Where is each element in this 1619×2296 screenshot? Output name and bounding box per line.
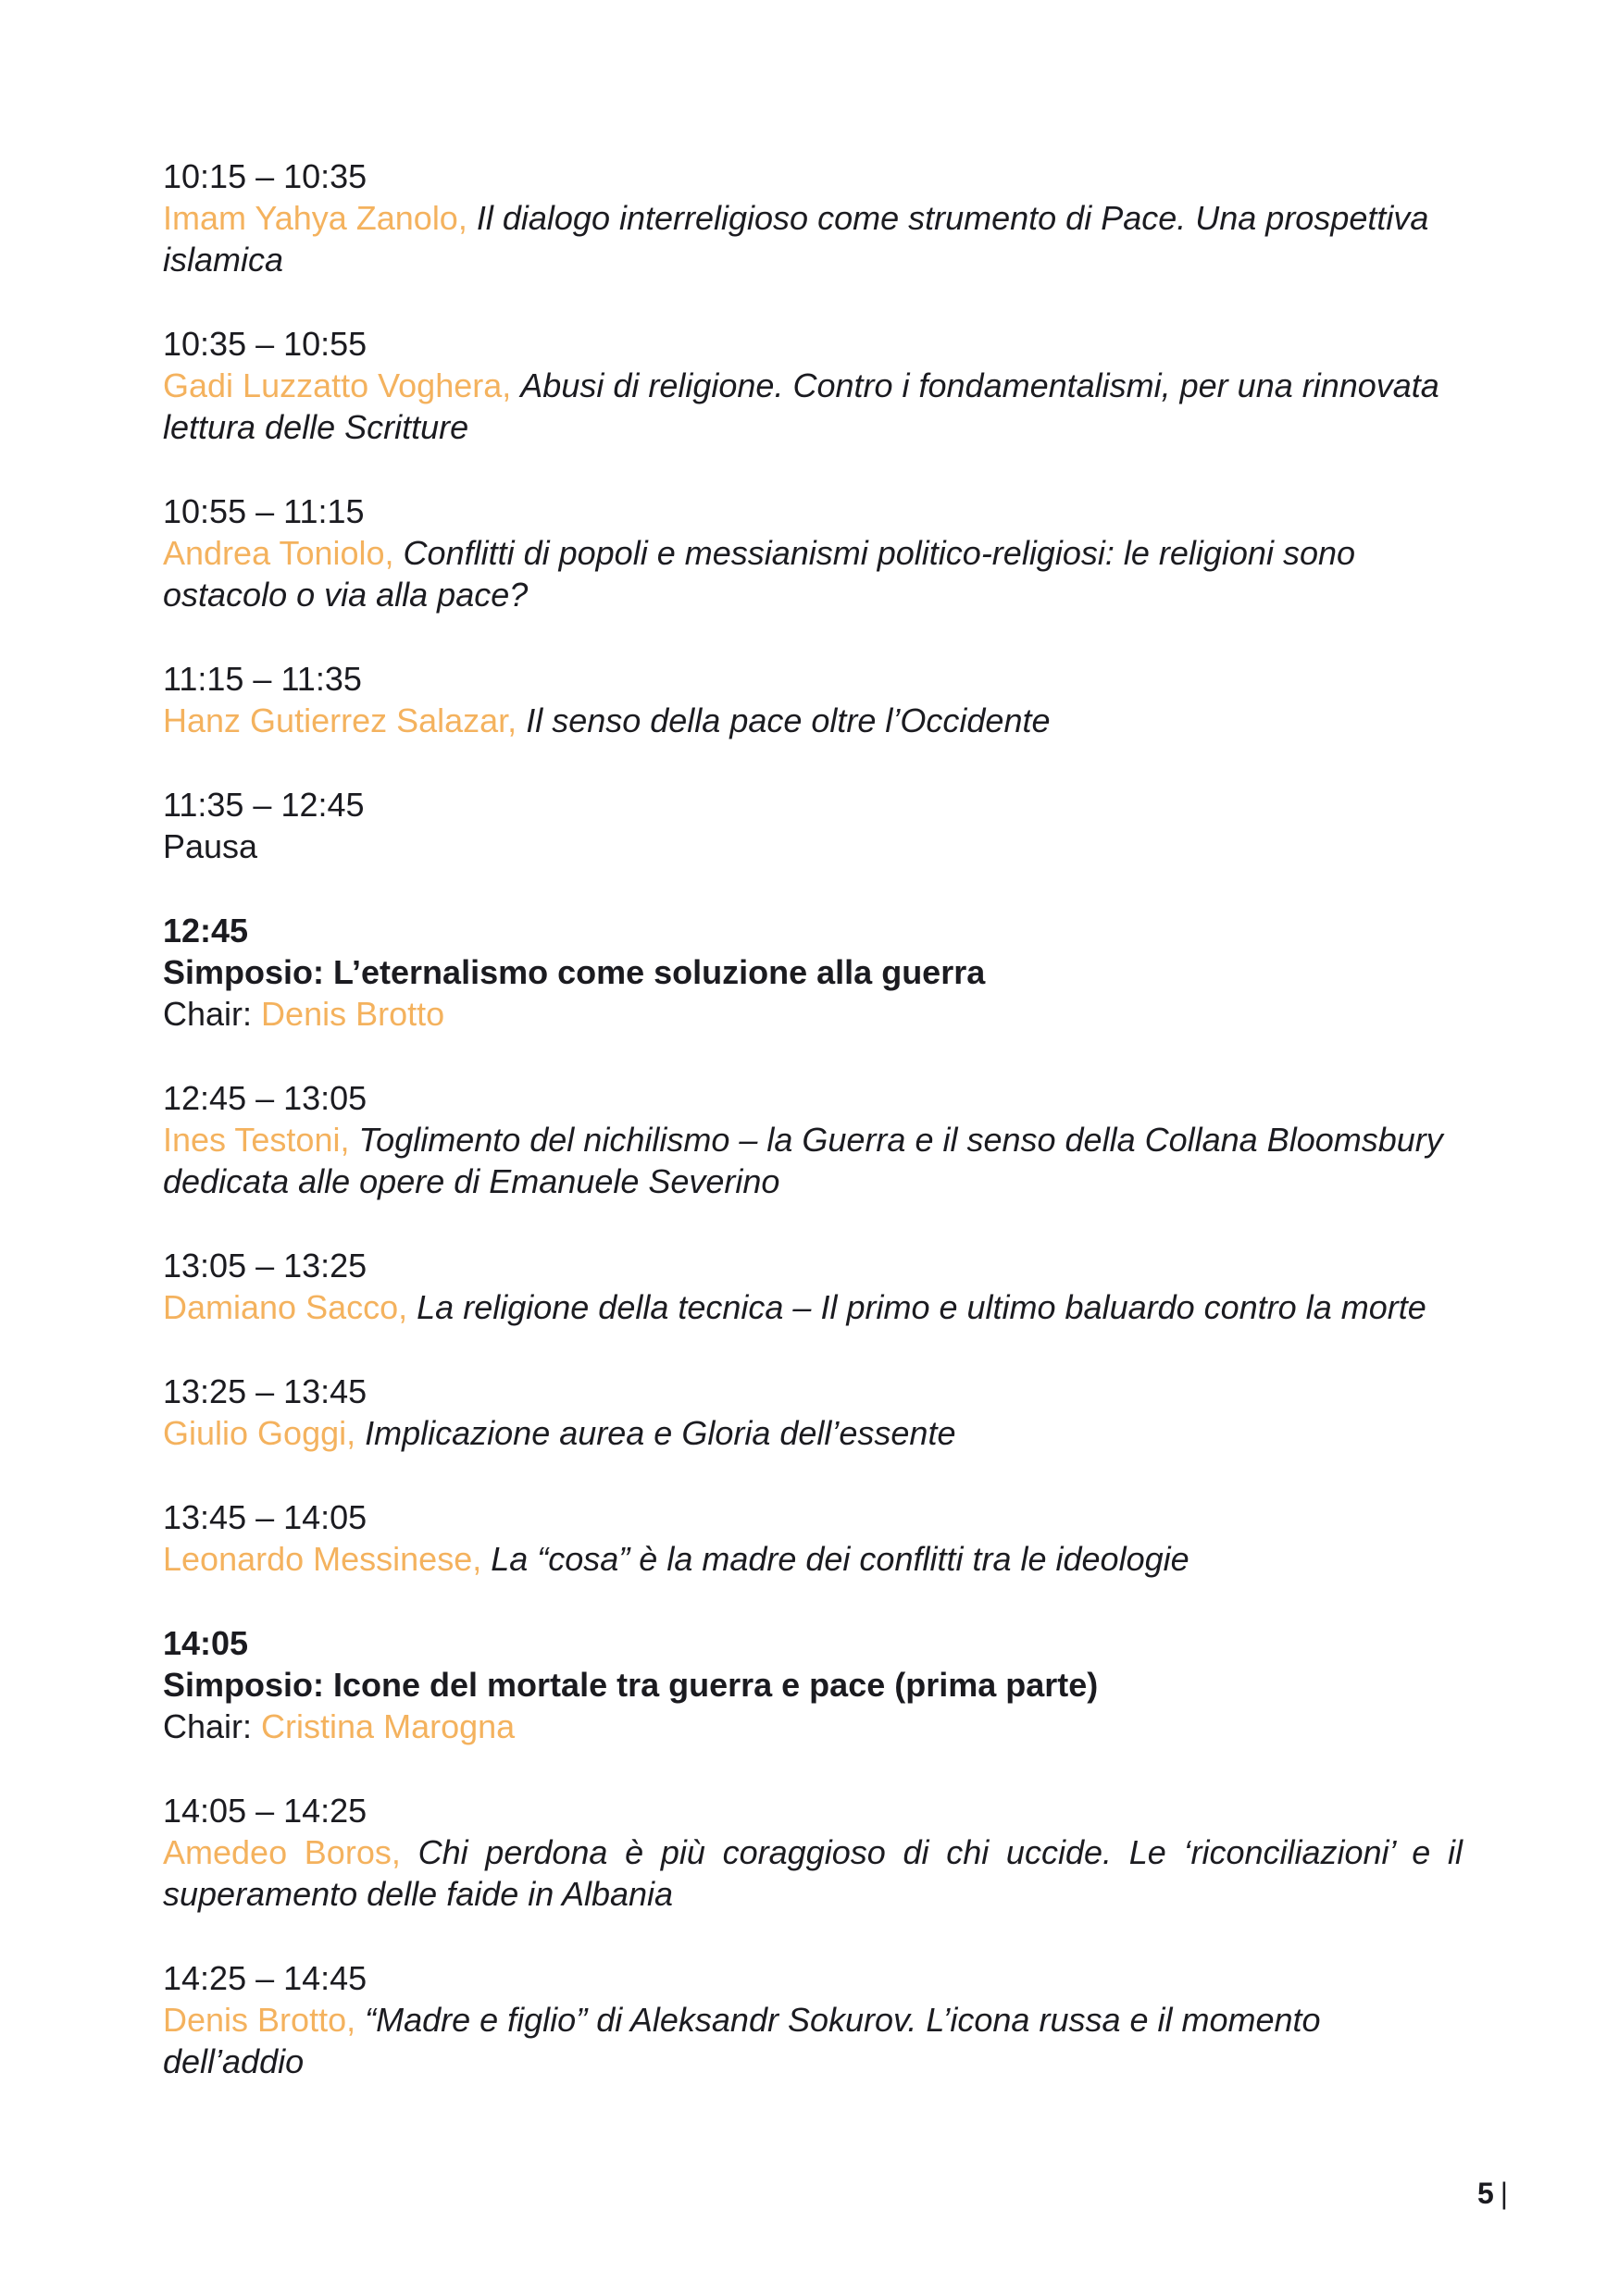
talk-time: 13:45 – 14:05 (163, 1498, 367, 1536)
session-time: 12:45 (163, 912, 249, 949)
program-item (163, 1957, 1463, 2082)
break-time: 11:35 – 12:45 (163, 786, 365, 824)
talk-title: Chi perdona è più coraggioso di chi uccide. Le ‘riconciliazioni’ e il superamento delle faide in Albania (163, 1833, 1463, 1913)
talk-title: Abusi di religione. Contro i fondamentalismi, per una rinnovata lettura delle Scritture (163, 366, 1439, 446)
program-item (163, 1077, 1463, 1202)
talk-speaker: Gadi Luzzatto Voghera, (163, 366, 512, 404)
talk-time: 13:05 – 13:25 (163, 1247, 367, 1285)
talk-speaker: Amedeo Boros, (163, 1833, 401, 1871)
talk-speaker: Andrea Toniolo, (163, 534, 394, 572)
chair-label: Chair: (163, 995, 253, 1033)
page-number (1477, 2177, 1509, 2211)
talk-speaker: Denis Brotto, (163, 2001, 356, 2039)
chair-name: Cristina Marogna (261, 1707, 516, 1745)
session-chair (163, 1706, 1463, 1747)
talk-title: La religione della tecnica – Il primo e ultimo baluardo contro la morte (417, 1288, 1426, 1326)
session-title: Simposio: Icone del mortale tra guerra e pace (prima parte) (163, 1666, 1099, 1704)
program-item (163, 658, 1463, 741)
talk-title: Il senso della pace oltre l’Occidente (526, 701, 1051, 739)
talk-title: Toglimento del nichilismo – la Guerra e il senso della Collana Bloomsbury dedicata alle opere di Emanuele Severino (163, 1121, 1443, 1200)
program-item (163, 323, 1463, 448)
page-number-separator: | (1500, 2177, 1510, 2210)
session-title: Simposio: L’eternalismo come soluzione alla guerra (163, 953, 986, 991)
session-header (163, 1622, 1463, 1747)
talk-speaker: Leonardo Messinese, (163, 1540, 482, 1578)
program-item (163, 155, 1463, 280)
talk-title: “Madre e figlio” di Aleksandr Sokurov. L’icona russa e il momento dell’addio (163, 2001, 1321, 2080)
talk-speaker: Giulio Goggi, (163, 1414, 356, 1452)
program-item (163, 1790, 1463, 1915)
talk-time: 14:05 – 14:25 (163, 1792, 367, 1830)
break-item (163, 784, 1463, 867)
talk-title: Conflitti di popoli e messianismi politico-religiosi: le religioni sono ostacolo o via alla pace? (163, 534, 1356, 614)
program-item (163, 1245, 1463, 1328)
talk-title: La “cosa” è la madre dei conflitti tra le ideologie (491, 1540, 1189, 1578)
talk-speaker: Damiano Sacco, (163, 1288, 408, 1326)
talk-time: 14:25 – 14:45 (163, 1959, 367, 1997)
chair-name: Denis Brotto (261, 995, 445, 1033)
talk-title: Implicazione aurea e Gloria dell’essente (365, 1414, 956, 1452)
session-header (163, 910, 1463, 1035)
session-time: 14:05 (163, 1624, 249, 1662)
talk-time: 11:15 – 11:35 (163, 660, 362, 698)
talk-time: 10:35 – 10:55 (163, 325, 367, 363)
talk-time: 10:55 – 11:15 (163, 492, 365, 530)
talk-title: Il dialogo interreligioso come strumento di Pace. Una prospettiva islamica (163, 199, 1429, 279)
program-item (163, 1496, 1463, 1580)
program-item (163, 490, 1463, 615)
page-number-value: 5 (1477, 2177, 1495, 2210)
talk-speaker: Ines Testoni, (163, 1121, 350, 1159)
program-page (163, 155, 1463, 2125)
chair-label: Chair: (163, 1707, 253, 1745)
talk-time: 13:25 – 13:45 (163, 1372, 367, 1410)
break-label: Pausa (163, 827, 258, 865)
talk-time: 10:15 – 10:35 (163, 157, 367, 195)
talk-speaker: Hanz Gutierrez Salazar, (163, 701, 517, 739)
talk-speaker: Imam Yahya Zanolo, (163, 199, 467, 237)
talk-time: 12:45 – 13:05 (163, 1079, 367, 1117)
program-item (163, 1371, 1463, 1454)
session-chair (163, 993, 1463, 1035)
